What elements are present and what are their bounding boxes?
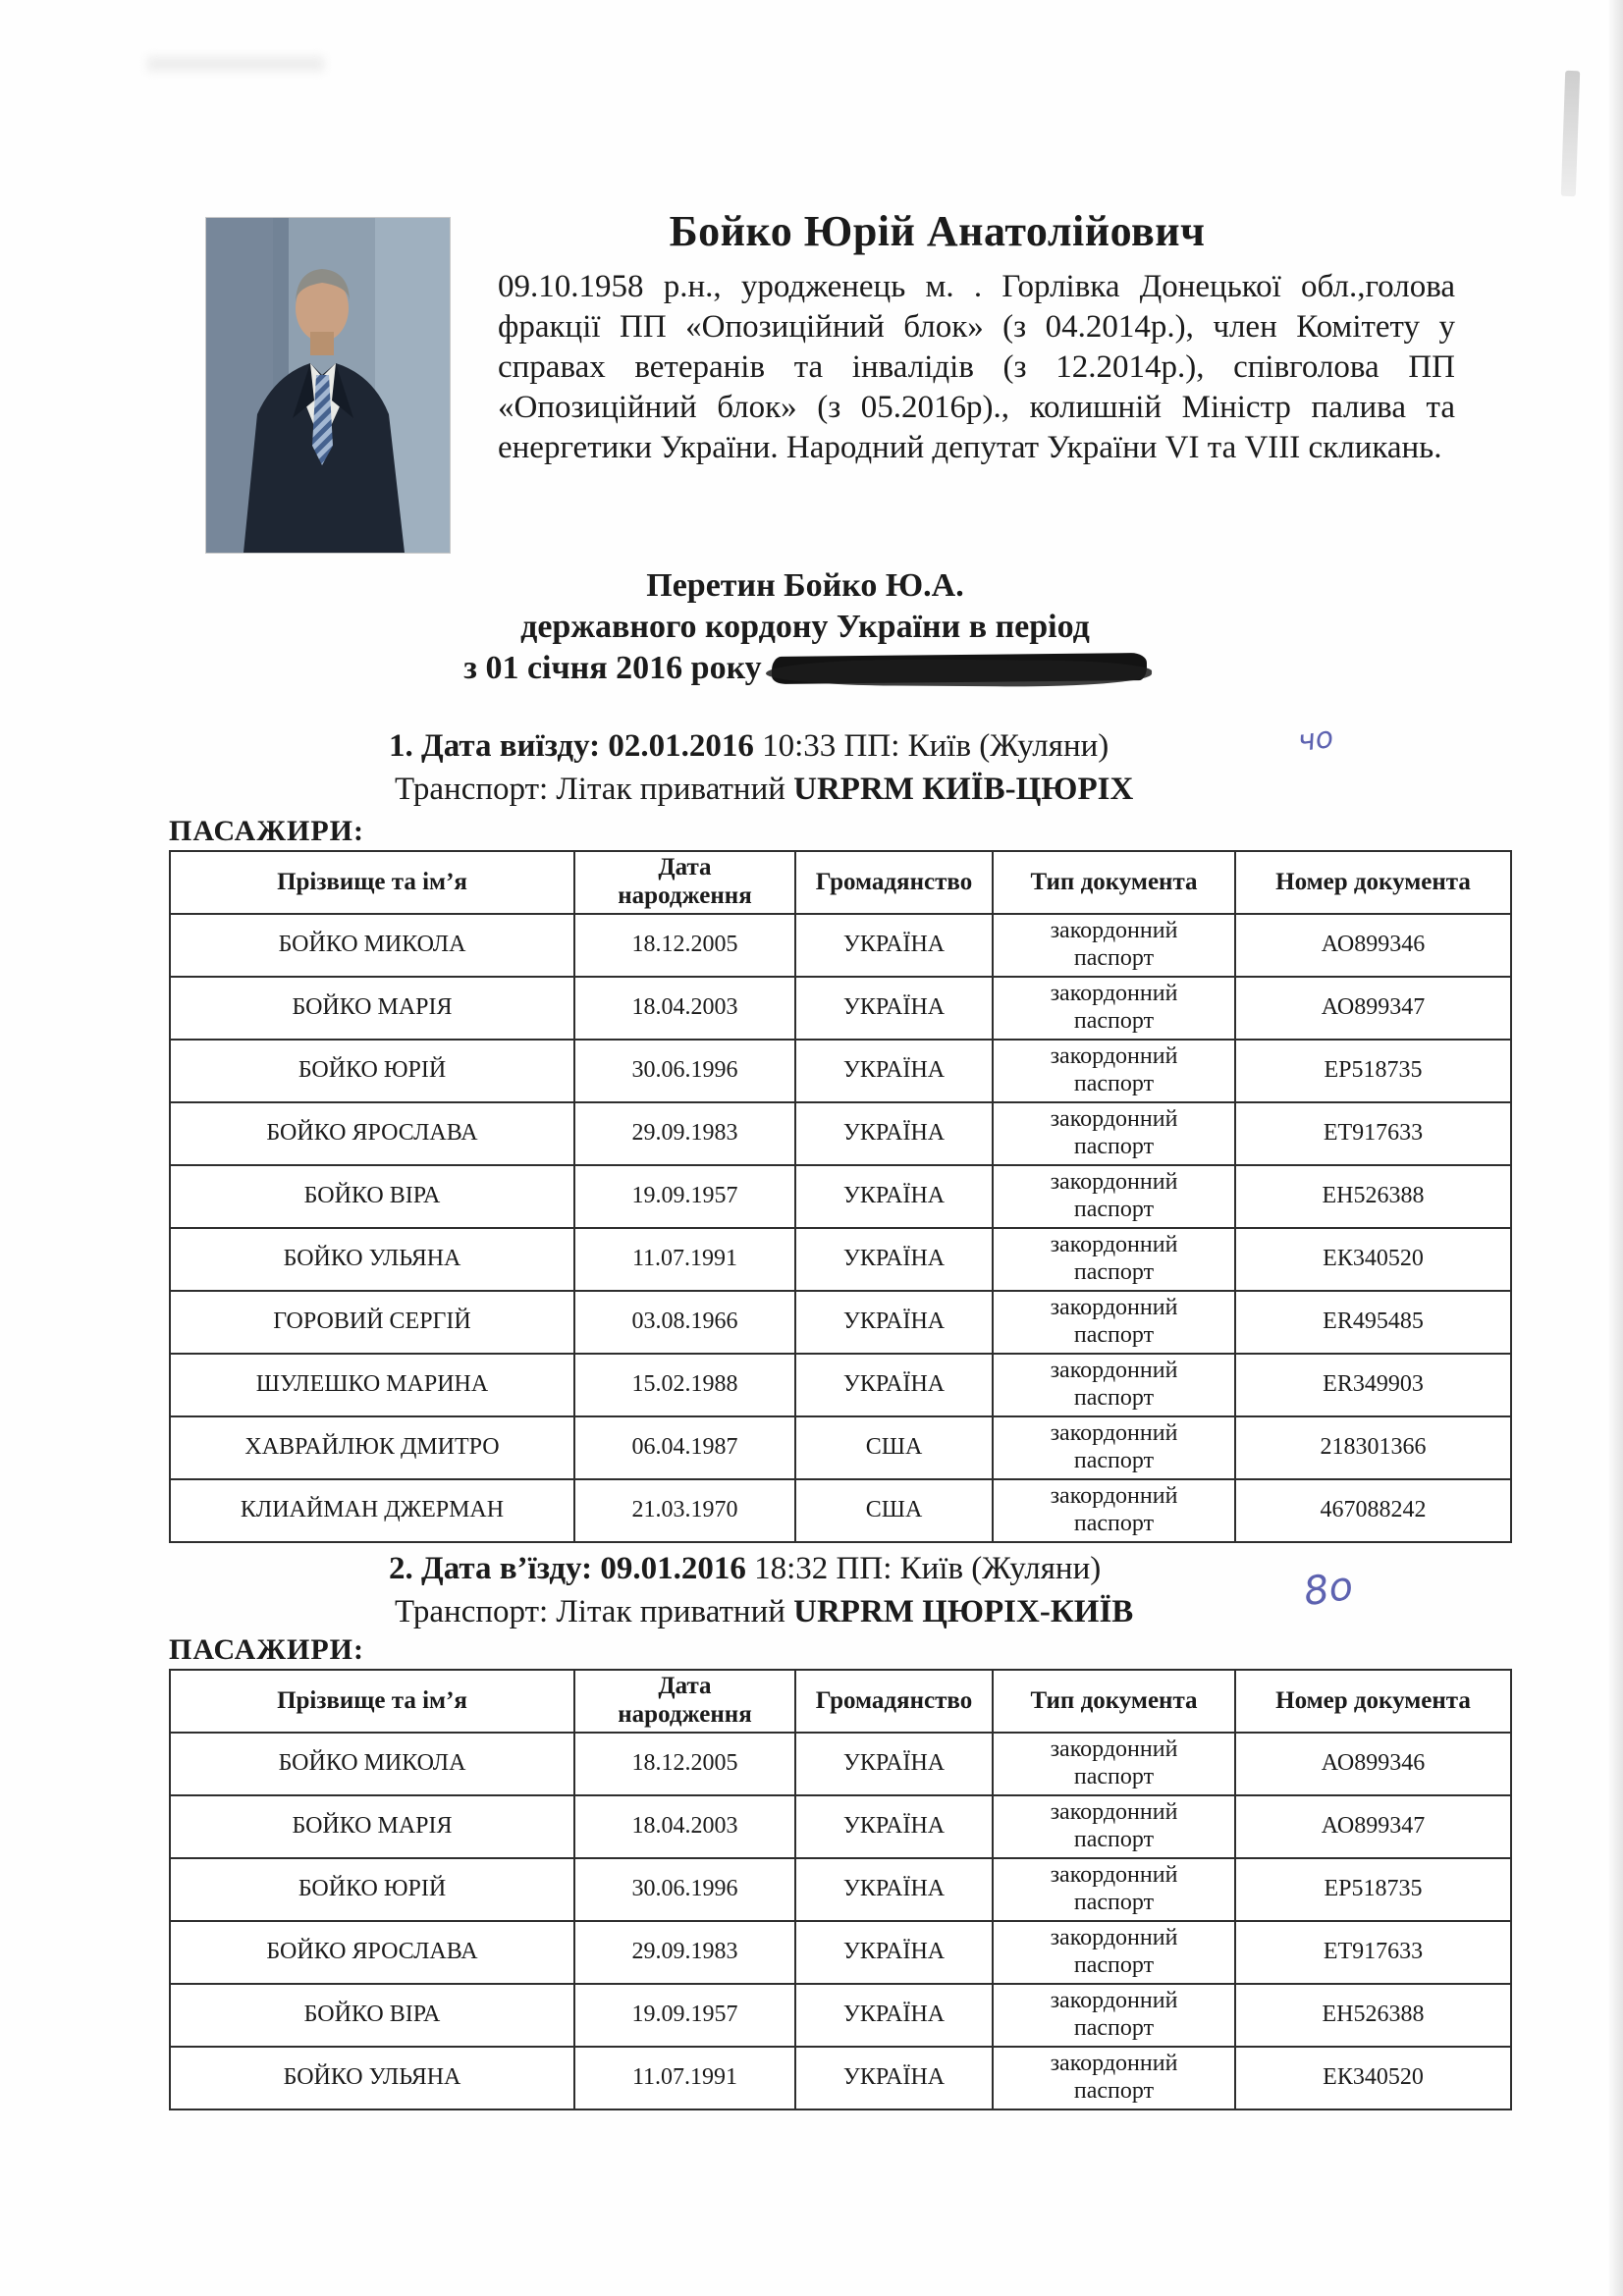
heading-line2: державного кордону України в період	[520, 609, 1090, 645]
document-title: Бойко Юрій Анатолійович	[669, 207, 1206, 255]
cell-dob: 18.04.2003	[574, 977, 795, 1040]
cell-name: БОЙКО ЯРОСЛАВА	[170, 1102, 574, 1165]
trip1-transport: Літак приватний	[556, 772, 785, 807]
trip1-number: 1.	[389, 728, 413, 764]
col-header-name: Прізвище та ім’я	[170, 1670, 574, 1733]
trip2-date-label: Дата в’їзду:	[421, 1551, 593, 1586]
trip2-date: 09.01.2016	[600, 1551, 746, 1586]
col-header-doc-type: Тип документа	[993, 851, 1235, 914]
cell-doc_number: АО899346	[1235, 1733, 1511, 1795]
cell-dob: 18.12.2005	[574, 1733, 795, 1795]
cell-doc_number: АО899347	[1235, 977, 1511, 1040]
trip2-number: 2.	[389, 1551, 413, 1586]
bio-text: 09.10.1958 р.н., уродженець м. . Горлівка Донецької обл.,голова фракції ПП «Опозиційний блок» (з 04.2014р.), член Комітету у справах ветеранів та інвалідів (з 12.2014р.), співголова ПП «Опозиційний блок» (з 05.2016р)., колишній Міністр палива та енергетики України. Народний депутат України VI та VIII скликань.	[498, 269, 1455, 465]
cell-citizenship: УКРАЇНА	[795, 977, 993, 1040]
trip1-date: 02.01.2016	[608, 728, 754, 764]
passenger-row	[170, 1040, 1511, 1102]
cell-doc_number: ЕК340520	[1235, 2047, 1511, 2109]
cell-dob: 11.07.1991	[574, 1228, 795, 1291]
cell-dob: 29.09.1983	[574, 1921, 795, 1984]
cell-doc_number: ER349903	[1235, 1354, 1511, 1416]
cell-name: БОЙКО ЮРІЙ	[170, 1858, 574, 1921]
col-header-citizenship: Громадянство	[795, 1670, 993, 1733]
cell-doc_number: 218301366	[1235, 1416, 1511, 1479]
trip1-transport-label: Транспорт:	[395, 772, 549, 807]
section-heading	[314, 565, 1296, 689]
heading-line1: Перетин Бойко Ю.А.	[646, 567, 964, 604]
cell-name: БОЙКО МАРІЯ	[170, 1795, 574, 1858]
cell-doc_type: закордонний паспорт	[993, 1040, 1235, 1102]
cell-dob: 11.07.1991	[574, 2047, 795, 2109]
cell-citizenship: США	[795, 1479, 993, 1542]
passenger-row	[170, 1858, 1511, 1921]
passenger-row	[170, 1354, 1511, 1416]
trip1-transport-line	[395, 772, 1133, 808]
col-header-dob: Дата народження	[574, 1670, 795, 1733]
cell-doc_number: ЕР518735	[1235, 1858, 1511, 1921]
col-header-name: Прізвище та ім’я	[170, 851, 574, 914]
handwritten-mark-1: чо	[1295, 720, 1336, 760]
trip1-details: 10:33 ПП: Київ (Жуляни)	[762, 728, 1109, 764]
cell-citizenship: США	[795, 1416, 993, 1479]
cell-dob: 06.04.1987	[574, 1416, 795, 1479]
passenger-row	[170, 2047, 1511, 2109]
portrait-photo	[206, 218, 450, 553]
trip1-aircraft: URPRM	[793, 772, 914, 807]
cell-name: БОЙКО ЯРОСЛАВА	[170, 1921, 574, 1984]
cell-dob: 30.06.1996	[574, 1858, 795, 1921]
table-header-row	[170, 1670, 1511, 1733]
cell-dob: 18.12.2005	[574, 914, 795, 977]
trip1-route: КИЇВ-ЦЮРІХ	[922, 772, 1134, 807]
cell-doc_type: закордонний паспорт	[993, 1858, 1235, 1921]
passengers-table-1	[169, 850, 1512, 1543]
cell-doc_type: закордонний паспорт	[993, 1291, 1235, 1354]
cell-doc_type: закордонний паспорт	[993, 1921, 1235, 1984]
cell-citizenship: УКРАЇНА	[795, 914, 993, 977]
cell-dob: 18.04.2003	[574, 1795, 795, 1858]
cell-citizenship: УКРАЇНА	[795, 1228, 993, 1291]
passenger-row	[170, 1795, 1511, 1858]
trip1-date-line	[389, 728, 1109, 765]
cell-dob: 03.08.1966	[574, 1291, 795, 1354]
cell-citizenship: УКРАЇНА	[795, 1354, 993, 1416]
scan-smudge	[147, 57, 324, 71]
cell-name: БОЙКО ВІРА	[170, 1984, 574, 2047]
passengers-label-1: ПАСАЖИРИ:	[169, 815, 364, 847]
cell-doc_number: ER495485	[1235, 1291, 1511, 1354]
trip1-date-label: Дата виїзду:	[421, 728, 601, 764]
cell-dob: 30.06.1996	[574, 1040, 795, 1102]
cell-dob: 19.09.1957	[574, 1165, 795, 1228]
cell-doc_number: ЕН526388	[1235, 1984, 1511, 2047]
passenger-row	[170, 1228, 1511, 1291]
cell-name: КЛИАЙМАН ДЖЕРМАН	[170, 1479, 574, 1542]
cell-doc_number: ЕТ917633	[1235, 1102, 1511, 1165]
cell-doc_type: закордонний паспорт	[993, 1165, 1235, 1228]
cell-doc_number: 467088242	[1235, 1479, 1511, 1542]
cell-citizenship: УКРАЇНА	[795, 1921, 993, 1984]
cell-citizenship: УКРАЇНА	[795, 1795, 993, 1858]
trip2-transport-label: Транспорт:	[395, 1594, 549, 1629]
cell-citizenship: УКРАЇНА	[795, 2047, 993, 2109]
cell-dob: 29.09.1983	[574, 1102, 795, 1165]
cell-name: ГОРОВИЙ СЕРГІЙ	[170, 1291, 574, 1354]
cell-citizenship: УКРАЇНА	[795, 1984, 993, 2047]
cell-doc_type: закордонний паспорт	[993, 1102, 1235, 1165]
cell-name: БОЙКО МАРІЯ	[170, 977, 574, 1040]
col-header-doc-number: Номер документа	[1235, 851, 1511, 914]
scan-artifact	[1561, 71, 1580, 196]
trip2-date-line	[389, 1551, 1101, 1587]
cell-citizenship: УКРАЇНА	[795, 1165, 993, 1228]
cell-doc_number: ЕК340520	[1235, 1228, 1511, 1291]
trip2-route: ЦЮРІХ-КИЇВ	[922, 1594, 1134, 1629]
cell-doc_type: закордонний паспорт	[993, 1228, 1235, 1291]
cell-name: БОЙКО МИКОЛА	[170, 914, 574, 977]
cell-name: БОЙКО МИКОЛА	[170, 1733, 574, 1795]
cell-doc_type: закордонний паспорт	[993, 1479, 1235, 1542]
passenger-row	[170, 1733, 1511, 1795]
passenger-row	[170, 1984, 1511, 2047]
cell-doc_type: закордонний паспорт	[993, 1354, 1235, 1416]
cell-name: ШУЛЕШКО МАРИНА	[170, 1354, 574, 1416]
cell-citizenship: УКРАЇНА	[795, 1291, 993, 1354]
passenger-row	[170, 1479, 1511, 1542]
cell-citizenship: УКРАЇНА	[795, 1733, 993, 1795]
trip2-transport-line	[395, 1594, 1133, 1630]
col-header-citizenship: Громадянство	[795, 851, 993, 914]
cell-doc_type: закордонний паспорт	[993, 977, 1235, 1040]
cell-name: ХАВРАЙЛЮК ДМИТРО	[170, 1416, 574, 1479]
cell-doc_number: АО899346	[1235, 914, 1511, 977]
passenger-row	[170, 977, 1511, 1040]
cell-doc_type: закордонний паспорт	[993, 914, 1235, 977]
col-header-doc-number: Номер документа	[1235, 1670, 1511, 1733]
cell-citizenship: УКРАЇНА	[795, 1040, 993, 1102]
cell-doc_type: закордонний паспорт	[993, 1733, 1235, 1795]
cell-dob: 15.02.1988	[574, 1354, 795, 1416]
cell-doc_type: закордонний паспорт	[993, 1984, 1235, 2047]
cell-doc_type: закордонний паспорт	[993, 1416, 1235, 1479]
portrait-illustration	[206, 218, 450, 553]
trip2-details: 18:32 ПП: Київ (Жуляни)	[754, 1551, 1102, 1586]
passenger-row	[170, 914, 1511, 977]
trip2-transport: Літак приватний	[556, 1594, 785, 1629]
handwritten-mark-2: 8о	[1301, 1563, 1356, 1616]
passengers-label-2: ПАСАЖИРИ:	[169, 1633, 364, 1666]
cell-doc_number: ЕТ917633	[1235, 1921, 1511, 1984]
passengers-table-2	[169, 1669, 1512, 2110]
cell-dob: 19.09.1957	[574, 1984, 795, 2047]
trip2-aircraft: URPRM	[793, 1594, 914, 1629]
table-header-row	[170, 851, 1511, 914]
heading-line3: з 01 січня 2016 року	[463, 650, 762, 686]
cell-name: БОЙКО ВІРА	[170, 1165, 574, 1228]
cell-dob: 21.03.1970	[574, 1479, 795, 1542]
passenger-row	[170, 1416, 1511, 1479]
passenger-row	[170, 1102, 1511, 1165]
cell-citizenship: УКРАЇНА	[795, 1102, 993, 1165]
cell-doc_number: ЕН526388	[1235, 1165, 1511, 1228]
passenger-row	[170, 1921, 1511, 1984]
cell-name: БОЙКО ЮРІЙ	[170, 1040, 574, 1102]
cell-name: БОЙКО УЛЬЯНА	[170, 2047, 574, 2109]
passenger-row	[170, 1291, 1511, 1354]
cell-name: БОЙКО УЛЬЯНА	[170, 1228, 574, 1291]
scan-edge-shadow	[1607, 0, 1623, 2296]
cell-doc_number: АО899347	[1235, 1795, 1511, 1858]
col-header-dob: Дата народження	[574, 851, 795, 914]
col-header-doc-type: Тип документа	[993, 1670, 1235, 1733]
heading-line3-row	[314, 648, 1296, 689]
redaction-scribble	[772, 653, 1147, 684]
cell-doc_type: закордонний паспорт	[993, 1795, 1235, 1858]
passenger-row	[170, 1165, 1511, 1228]
cell-doc_type: закордонний паспорт	[993, 2047, 1235, 2109]
cell-doc_number: ЕР518735	[1235, 1040, 1511, 1102]
cell-citizenship: УКРАЇНА	[795, 1858, 993, 1921]
